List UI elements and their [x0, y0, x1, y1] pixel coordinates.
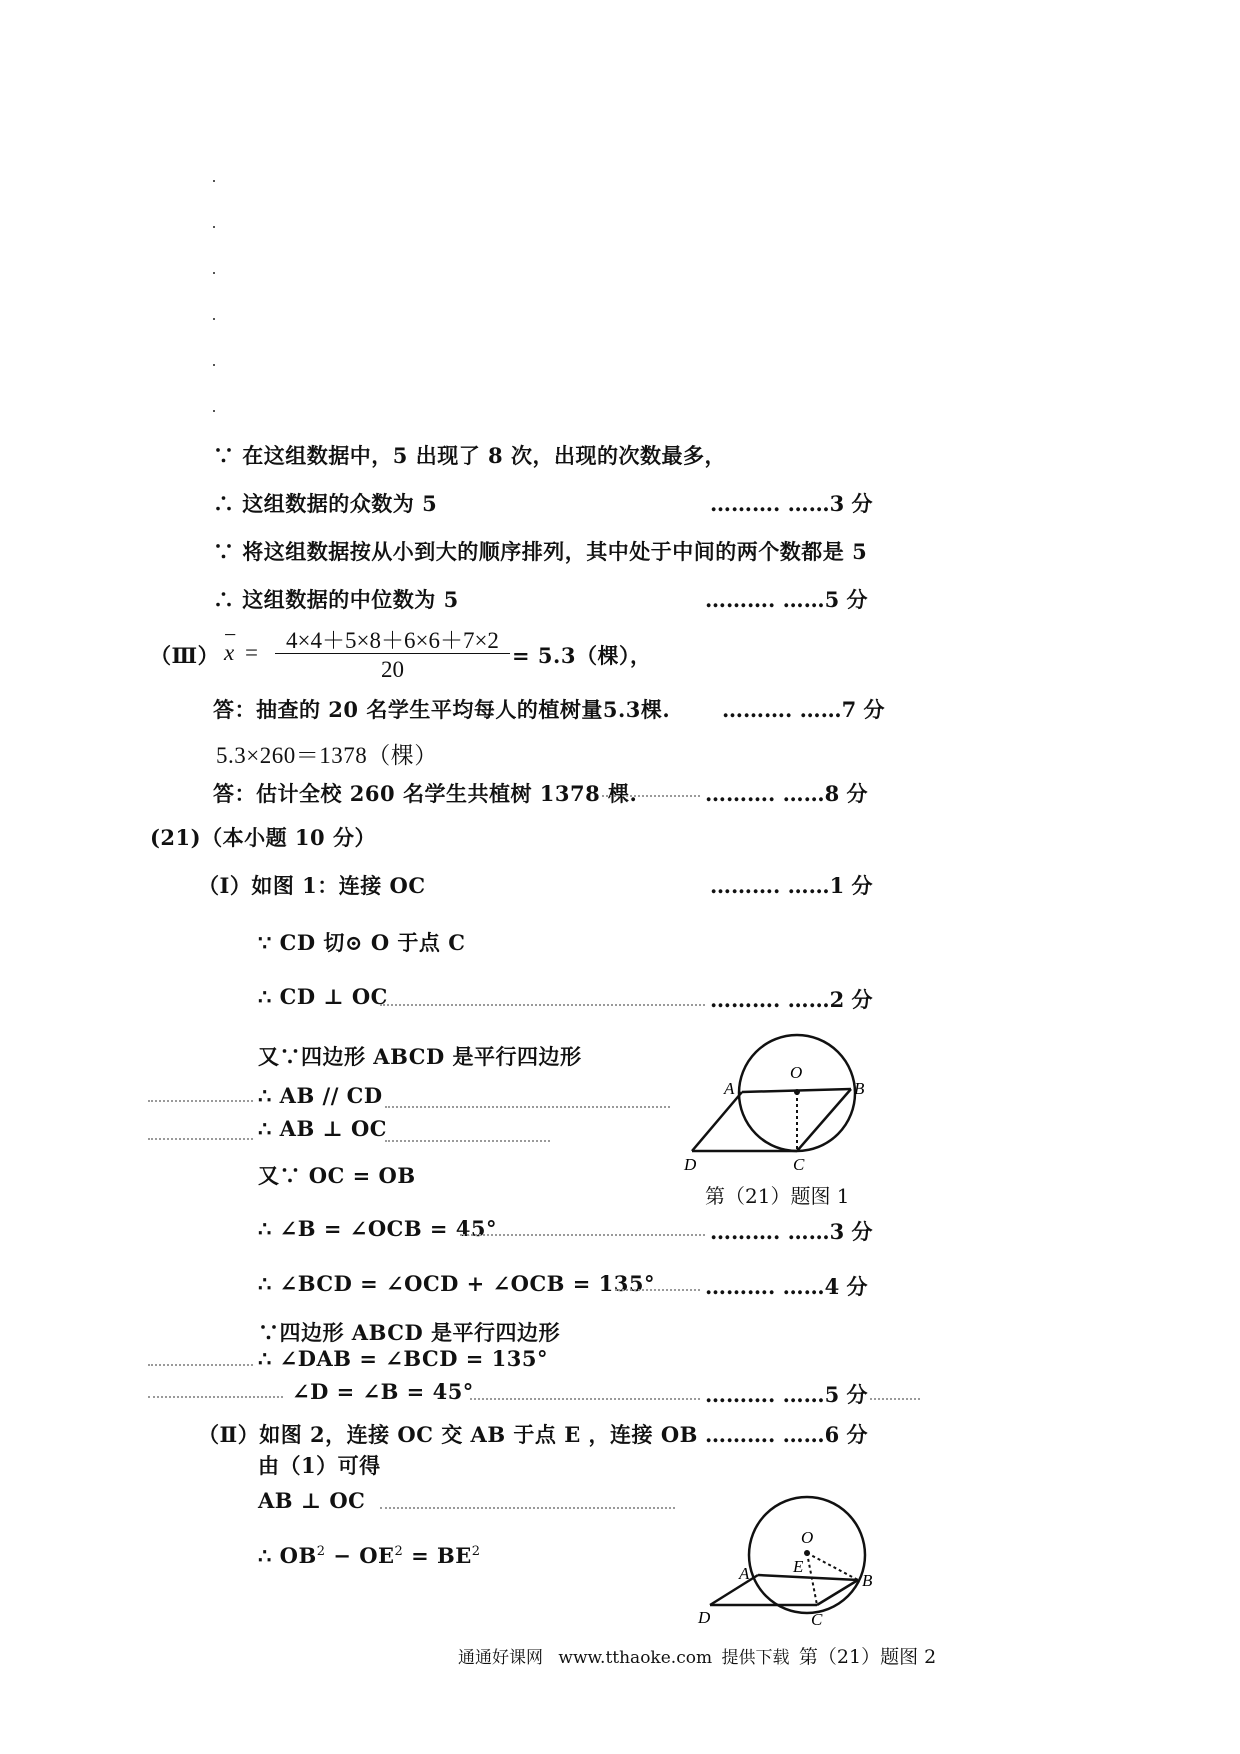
label-c-2: C	[811, 1610, 823, 1629]
line-angle-d: ∠D = ∠B = 45°	[292, 1379, 474, 1404]
figure-1	[680, 1030, 880, 1200]
label-c: C	[793, 1155, 805, 1174]
score-2: ………. ……2 分	[710, 987, 873, 1012]
mean-result: = 5.3（棵），	[512, 643, 652, 668]
mean-equals: =	[245, 640, 258, 665]
line-ab-perp-oc-2: AB ⊥ OC	[258, 1488, 366, 1513]
pyth-oe: − OE	[325, 1543, 395, 1568]
margin-dot	[213, 364, 215, 366]
mean-numerator: 4×4＋5×8＋6×6＋7×2	[286, 628, 499, 653]
label-e-2: E	[793, 1557, 804, 1576]
score-1: ………. ……1 分	[710, 873, 873, 898]
segment-da	[692, 1092, 742, 1151]
figure-2-caption: 第（21）题图 2	[798, 1646, 937, 1668]
margin-dot	[213, 410, 215, 412]
mean-symbol: −	[224, 622, 237, 647]
line-total-calc: 5.3×260＝1378（棵）	[216, 743, 438, 768]
line-mode-reason: ∵ 在这组数据中，5 出现了 8 次，出现的次数最多，	[213, 443, 726, 468]
line-mode-result: ∴ 这组数据的众数为 5	[213, 491, 438, 516]
dot-leader	[385, 1106, 670, 1108]
dot-leader	[148, 1100, 253, 1102]
line-angle-bcd: ∴ ∠BCD = ∠OCD + ∠OCB = 135°	[258, 1271, 655, 1296]
line-ab-parallel-cd: ∴ AB // CD	[258, 1083, 383, 1108]
line-from-part-one: 由（1）可得	[258, 1453, 381, 1478]
line-tangent: ∵ CD 切⊙ O 于点 C	[258, 930, 466, 955]
figure-2	[690, 1485, 890, 1635]
score-3b: ………. ……3 分	[710, 1219, 873, 1244]
dot-leader	[602, 795, 700, 797]
dot-leader	[148, 1364, 253, 1366]
question-21-heading: (21)（本小题 10 分）	[150, 825, 376, 850]
line-oc-equals-ob: 又∵ OC = OB	[258, 1163, 416, 1188]
line-parallelogram-2: ∵四边形 ABCD 是平行四边形	[258, 1320, 560, 1345]
segment-da-2	[710, 1575, 758, 1605]
label-a-2: A	[739, 1564, 750, 1583]
dot-leader	[385, 1140, 550, 1142]
footer-site: 通通好课网	[458, 1648, 543, 1668]
segment-bc	[797, 1089, 851, 1151]
dot-leader	[148, 1396, 283, 1398]
center-point	[794, 1089, 800, 1095]
margin-dot	[213, 318, 215, 320]
dot-leader	[470, 1398, 700, 1400]
part-one-intro: （Ⅰ）如图 1：连接 OC	[198, 873, 426, 898]
footer	[458, 1642, 936, 1669]
footer-provide: 提供下载	[721, 1648, 790, 1668]
margin-dot	[213, 272, 215, 274]
mean-x: x	[224, 640, 235, 665]
line-parallelogram: 又∵四边形 ABCD 是平行四边形	[258, 1044, 582, 1069]
line-pythagoras	[258, 1543, 481, 1568]
score-4: ………. ……4 分	[705, 1274, 868, 1299]
dot-leader	[460, 1234, 705, 1236]
pyth-be: = BE	[403, 1543, 472, 1568]
figure-1-caption: 第（21）题图 1	[705, 1184, 850, 1208]
pyth-ob: ∴ OB	[258, 1543, 317, 1568]
dot-leader	[380, 1507, 675, 1509]
footer-url: www.tthaoke.com	[558, 1648, 713, 1668]
score-6: ………. ……6 分	[705, 1422, 868, 1447]
pyth-sup-3: 2	[471, 1544, 481, 1559]
score-5b: ………. ……5 分	[705, 1382, 868, 1407]
fraction-bar	[275, 653, 510, 654]
line-median-result: ∴ 这组数据的中位数为 5	[213, 587, 459, 612]
dot-leader	[148, 1138, 253, 1140]
dot-leader	[870, 1398, 920, 1400]
part-three-label: （Ⅲ）	[150, 643, 220, 668]
margin-dot	[213, 180, 215, 182]
dot-leader	[615, 1289, 700, 1291]
score-3: ………. ……3 分	[710, 491, 873, 516]
margin-dot	[213, 226, 215, 228]
part-two-intro: （Ⅱ）如图 2，连接 OC 交 AB 于点 E ，连接 OB	[198, 1422, 698, 1447]
mean-denominator: 20	[381, 657, 404, 682]
segment-ob-2	[807, 1553, 858, 1580]
label-a: A	[724, 1079, 735, 1098]
pyth-sup-1: 2	[316, 1544, 326, 1559]
score-5a: ………. ……5 分	[705, 587, 868, 612]
pyth-sup-2: 2	[394, 1544, 404, 1559]
label-d: D	[684, 1155, 697, 1174]
score-7: ………. ……7 分	[722, 697, 885, 722]
segment-ab-2	[758, 1575, 858, 1580]
line-angle-dab: ∴ ∠DAB = ∠BCD = 135°	[258, 1346, 548, 1371]
line-answer-mean: 答：抽查的 20 名学生平均每人的植树量5.3棵.	[213, 697, 671, 722]
dot-leader	[380, 1004, 705, 1006]
label-d-2: D	[698, 1608, 711, 1627]
line-angle-b: ∴ ∠B = ∠OCB = 45°	[258, 1216, 498, 1241]
line-median-reason: ∵ 将这组数据按从小到大的顺序排列，其中处于中间的两个数都是 5	[213, 539, 868, 564]
label-b: B	[854, 1079, 865, 1098]
line-answer-total: 答：估计全校 260 名学生共植树 1378 棵.	[213, 781, 638, 806]
score-8: ………. ……8 分	[705, 781, 868, 806]
label-b-2: B	[862, 1571, 873, 1590]
label-o: O	[790, 1063, 803, 1082]
line-perpendicular: ∴ CD ⊥ OC	[258, 984, 388, 1009]
label-o-2: O	[801, 1528, 814, 1547]
line-ab-perp-oc: ∴ AB ⊥ OC	[258, 1116, 388, 1141]
center-point-2	[804, 1550, 810, 1556]
